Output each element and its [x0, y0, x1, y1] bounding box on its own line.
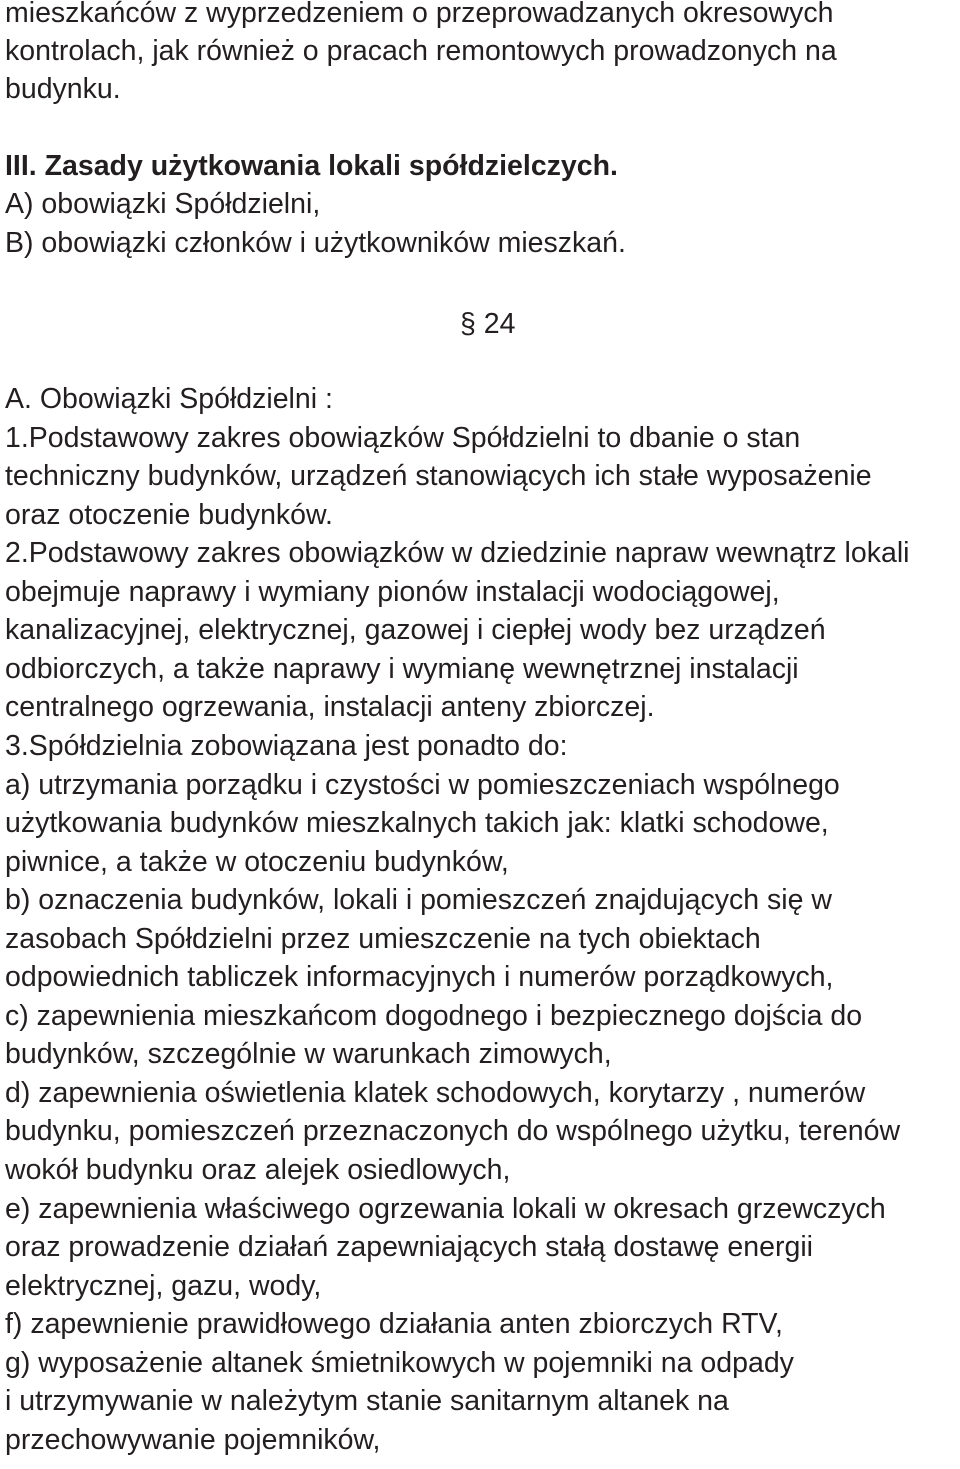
body-line: piwnice, a także w otoczeniu budynków, [5, 846, 509, 878]
body-line: odbiorczych, a także naprawy i wymianę wewnętrznej instalacji [5, 653, 799, 685]
section-item: B) obowiązki członków i użytkowników mieszkań. [5, 227, 626, 259]
body-line: centralnego ogrzewania, instalacji anteny zbiorczej. [5, 691, 655, 723]
body-line: g) wyposażenie altanek śmietnikowych w pojemniki na odpady [5, 1347, 794, 1379]
body-line: budynku, pomieszczeń przeznaczonych do wspólnego użytku, terenów [5, 1115, 901, 1147]
subheading: A. Obowiązki Spółdzielni : [5, 383, 333, 415]
body-line: użytkowania budynków mieszkalnych takich jak: klatki schodowe, [5, 807, 829, 839]
body-line: oraz prowadzenie działań zapewniających stałą dostawę energii [5, 1231, 813, 1263]
intro-line: mieszkańców z wyprzedzeniem o przeprowadzanych okresowych [5, 0, 834, 29]
body-line: techniczny budynków, urządzeń stanowiących ich stałe wyposażenie [5, 460, 872, 492]
body-line: b) oznaczenia budynków, lokali i pomieszczeń znajdujących się w [5, 884, 832, 916]
body-line: e) zapewnienia właściwego ogrzewania lokali w okresach grzewczych [5, 1193, 886, 1225]
intro-line: kontrolach, jak również o pracach remontowych prowadzonych na [5, 35, 837, 67]
section-item: A) obowiązki Spółdzielni, [5, 188, 321, 220]
intro-line: budynku. [5, 73, 121, 105]
section-heading: III. Zasady użytkowania lokali spółdzielczych. [5, 150, 618, 182]
body-line: oraz otoczenie budynków. [5, 499, 333, 531]
body-line: 3.Spółdzielnia zobowiązana jest ponadto do: [5, 730, 568, 762]
body-line: 2.Podstawowy zakres obowiązków w dziedzinie napraw wewnątrz lokali [5, 537, 910, 569]
body-line: odpowiednich tabliczek informacyjnych i numerów porządkowych, [5, 961, 834, 993]
body-line: d) zapewnienia oświetlenia klatek schodowych, korytarzy , numerów [5, 1077, 866, 1109]
body-line: budynków, szczególnie w warunkach zimowych, [5, 1038, 612, 1070]
body-line: zasobach Spółdzielni przez umieszczenie na tych obiektach [5, 923, 761, 955]
body-line: wokół budynku oraz alejek osiedlowych, [5, 1154, 511, 1186]
body-line: i utrzymywanie w należytym stanie sanitarnym altanek na [5, 1385, 729, 1417]
paragraph-number: § 24 [460, 308, 516, 340]
body-line: f) zapewnienie prawidłowego działania anten zbiorczych RTV, [5, 1308, 783, 1340]
body-line: c) zapewnienia mieszkańcom dogodnego i bezpiecznego dojścia do [5, 1000, 863, 1032]
body-line: obejmuje naprawy i wymiany pionów instalacji wodociągowej, [5, 576, 780, 608]
body-line: przechowywanie pojemników, [5, 1424, 381, 1456]
body-line: a) utrzymania porządku i czystości w pomieszczeniach wspólnego [5, 769, 840, 801]
body-line: elektrycznej, gazu, wody, [5, 1270, 322, 1302]
body-line: 1.Podstawowy zakres obowiązków Spółdzielni to dbanie o stan [5, 422, 801, 454]
body-line: kanalizacyjnej, elektrycznej, gazowej i ciepłej wody bez urządzeń [5, 614, 826, 646]
